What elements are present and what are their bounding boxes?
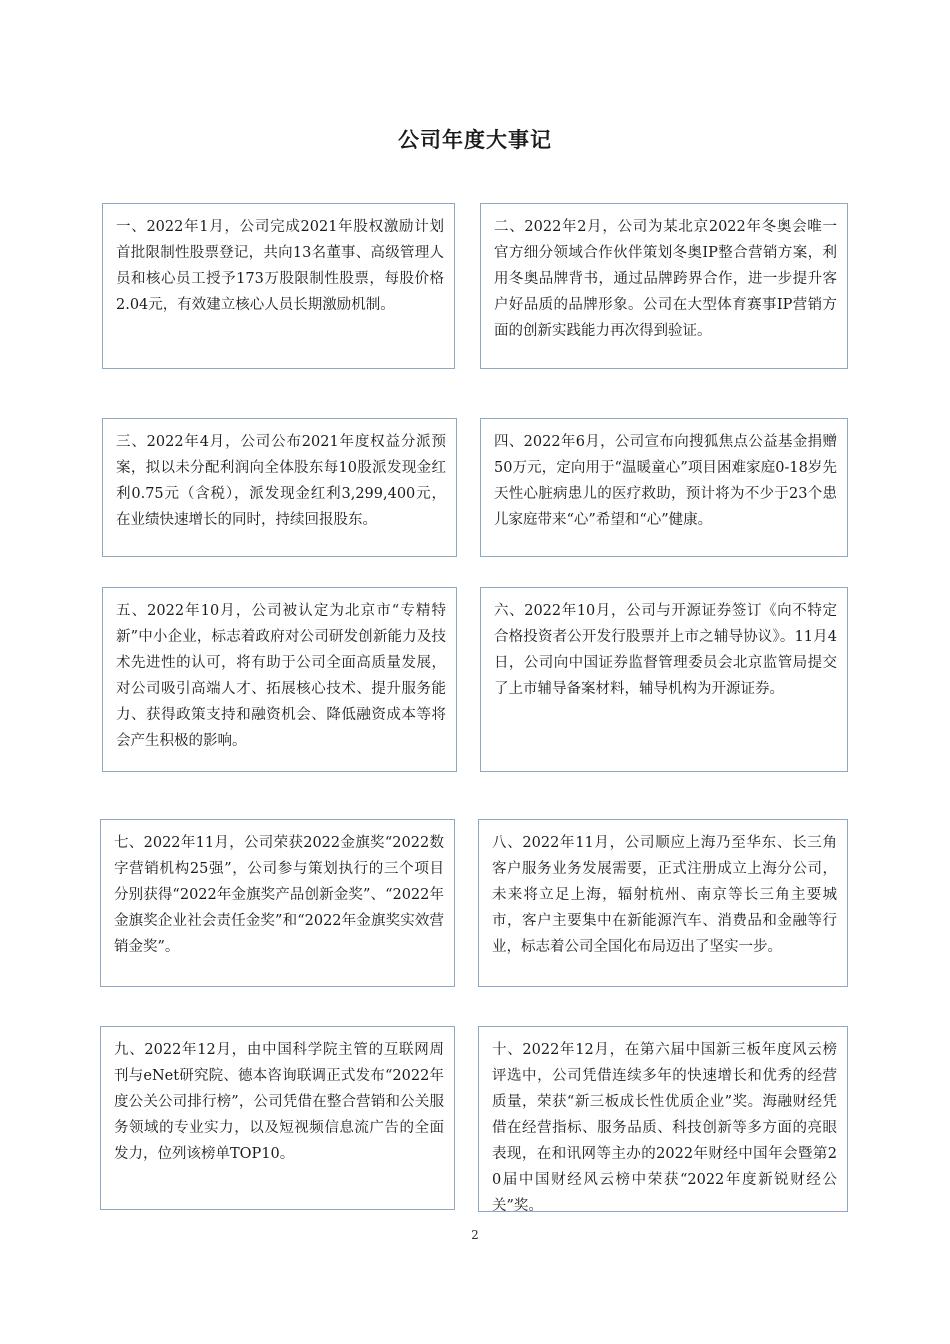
event-box-1: 一、2022年1月，公司完成2021年股权激励计划首批限制性股票登记，共向13名董事、高级管理人员和核心员工授予173万股限制性股票，每股价格2.04元，有效建立核心人员长期激励机制。 (102, 203, 455, 369)
event-box-3: 三、2022年4月，公司公布2021年度权益分派预案，拟以未分配利润向全体股东每10股派发现金红利0.75元（含税），派发现金红利3,299,400元，在业绩快速增长的同时，持续回报股东。 (102, 418, 457, 557)
event-box-10: 十、2022年12月，在第六届中国新三板年度风云榜评选中，公司凭借连续多年的快速增长和优秀的经营质量，荣获“新三板成长性优质企业”奖。海融财经凭借在经营指标、服务品质、科技创新等多方面的亮眼表现，在和讯网等主办的2022年财经中国年会暨第20届中国财经风云榜中荣获“2022年度新锐财经公关”奖。 (478, 1026, 848, 1212)
event-box-6: 六、2022年10月，公司与开源证券签订《向不特定合格投资者公开发行股票并上市之辅导协议》。11月4日，公司向中国证券监督管理委员会北京监管局提交了上市辅导备案材料，辅导机构为开源证券。 (480, 587, 848, 772)
event-box-4: 四、2022年6月，公司宣布向搜狐焦点公益基金捐赠50万元，定向用于“温暖童心”项目困难家庭0-18岁先天性心脏病患儿的医疗救助，预计将为不少于23个患儿家庭带来“心”希望和“心”健康。 (480, 418, 848, 557)
page-number: 2 (471, 1228, 479, 1242)
page-title: 公司年度大事记 (398, 128, 552, 152)
event-box-2: 二、2022年2月，公司为某北京2022年冬奥会唯一官方细分领域合作伙伴策划冬奥IP整合营销方案，利用冬奥品牌背书，通过品牌跨界合作，进一步提升客户好品质的品牌形象。公司在大型体育赛事IP营销方面的创新实践能力再次得到验证。 (480, 203, 848, 369)
event-box-8: 八、2022年11月，公司顺应上海乃至华东、长三角客户服务业务发展需要，正式注册成立上海分公司，未来将立足上海，辐射杭州、南京等长三角主要城市，客户主要集中在新能源汽车、消费品和金融等行业，标志着公司全国化布局迈出了坚实一步。 (478, 819, 848, 987)
event-box-7: 七、2022年11月，公司荣获2022金旗奖“2022数字营销机构25强”，公司参与策划执行的三个项目分别获得“2022年金旗奖产品创新金奖”、“2022年金旗奖企业社会责任金奖”和“2022年金旗奖实效营销金奖”。 (100, 819, 455, 987)
event-box-5: 五、2022年10月，公司被认定为北京市“专精特新”中小企业，标志着政府对公司研发创新能力及技术先进性的认可，将有助于公司全面高质量发展，对公司吸引高端人才、拓展核心技术、提升服务能力、获得政策支持和融资机会、降低融资成本等将会产生积极的影响。 (102, 587, 457, 772)
event-box-9: 九、2022年12月，由中国科学院主管的互联网周刊与eNet研究院、德本咨询联调正式发布“2022年度公关公司排行榜”，公司凭借在整合营销和公关服务领域的专业实力，以及短视频信息流广告的全面发力，位列该榜单TOP10。 (100, 1026, 455, 1210)
